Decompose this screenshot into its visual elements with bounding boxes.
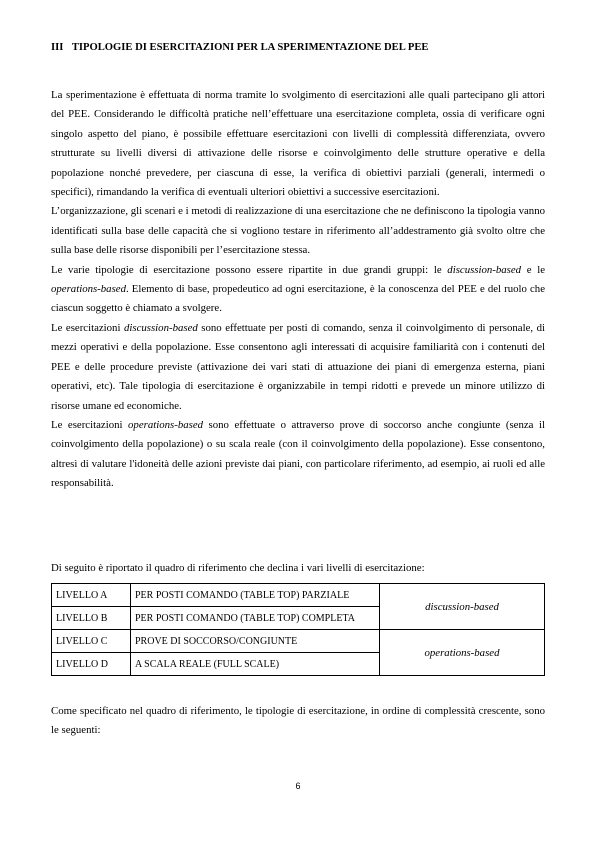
section-number: III	[51, 42, 64, 53]
category-cell-operations-based: operations-based	[380, 630, 545, 676]
term-discussion-based: discussion-based	[447, 263, 522, 276]
section-title: TIPOLOGIE DI ESERCITAZIONI PER LA SPERIMENTAZIONE DEL PEE	[71, 42, 429, 53]
term-operations-based: operations-based	[128, 418, 204, 431]
description-cell: PROVE DI SOCCORSO/CONGIUNTE	[131, 630, 380, 653]
table-row	[52, 584, 545, 607]
description-cell: PER POSTI COMANDO (TABLE TOP) PARZIALE	[131, 584, 380, 607]
level-cell: LIVELLO B	[52, 607, 131, 630]
paragraph-sperimentazione: La sperimentazione è effettuata di norma tramite lo svolgimento di esercitazioni alle quali partecipano gli attori del PEE. Considerando le difficoltà pratiche nell’effettuare una esercitazione completa, ossia di verificare ogni singolo aspetto del piano, è possibile effettuare esercitazioni con livelli di complessità differenziata, ovvero strutturate su livelli diversi di attivazione delle risorse e coinvolgimento delle strutture operative e della popolazione nonché prevedere, per ciascuna di esse, la verifica di obiettivi parziali (generali, intermedi o specifici), rimandando la verifica di eventuali ulteriori obiettivi a successive esercitazioni.	[51, 89, 545, 199]
table-intro: Di seguito è riportato il quadro di riferimento che declina i vari livelli di esercitazione:	[51, 562, 425, 574]
body-text	[51, 86, 545, 494]
table-row	[52, 630, 545, 653]
levels-table	[51, 583, 545, 676]
paragraph-tipologie: Le varie tipologie di esercitazione possono essere ripartite in due grandi gruppi: le discussion-based e le operations-based. Elemento di base, propedeutico ad ogni esercitazione, è la conoscenza del PEE e del ruolo che ciascun soggetto è chiamato a svolgere.	[51, 263, 546, 315]
section-heading	[51, 42, 428, 53]
paragraph-operations-based: Le esercitazioni operations-based sono effettuate o attraverso prove di soccorso anche congiunte (senza il coinvolgimento della popolazione) o su scala reale (con il coinvolgimento della popolazione). Esse consentono, altresì di valutare l'idoneità delle azioni previste dai piani, con particolare riferimento, ad esempio, ai ruoli ed alle responsabilità.	[51, 418, 545, 490]
description-cell: PER POSTI COMANDO (TABLE TOP) COMPLETA	[131, 607, 380, 630]
level-cell: LIVELLO D	[52, 653, 131, 676]
page-number: 6	[295, 781, 301, 791]
closing-paragraph: Come specificato nel quadro di riferimento, le tipologie di esercitazione, in ordine di complessità crescente, sono le seguenti:	[51, 705, 545, 737]
term-discussion-based: discussion-based	[123, 321, 198, 334]
paragraph-discussion-based: Le esercitazioni discussion-based sono effettuate per posti di comando, senza il coinvolgimento di personale, di mezzi operativi e della popolazione. Esse consentono agli interessati di acquisire familiarità con i contenuti del PEE e delle procedure previste (attivazione dei vari stati di attuazione dei piani di emergenza esterna, piani operativi, etc). Tale tipologia di esercitazione è organizzabile in tempi ridotti e prevede un minore utilizzo di risorse umane ed economiche.	[51, 321, 546, 412]
paragraph-organizzazione: L’organizzazione, gli scenari e i metodi di realizzazione di una esercitazione che ne definiscono la tipologia vanno identificati sulla base delle capacità che si vogliono testare in riferimento all’addestramento già svolto oltre che sulla base delle risorse disponibili per l’esercitazione stessa.	[51, 205, 545, 257]
level-cell: LIVELLO A	[52, 584, 131, 607]
level-cell: LIVELLO C	[52, 630, 131, 653]
description-cell: A SCALA REALE (FULL SCALE)	[131, 653, 380, 676]
category-cell-discussion-based: discussion-based	[380, 584, 545, 630]
term-operations-based: operations-based	[51, 283, 126, 296]
